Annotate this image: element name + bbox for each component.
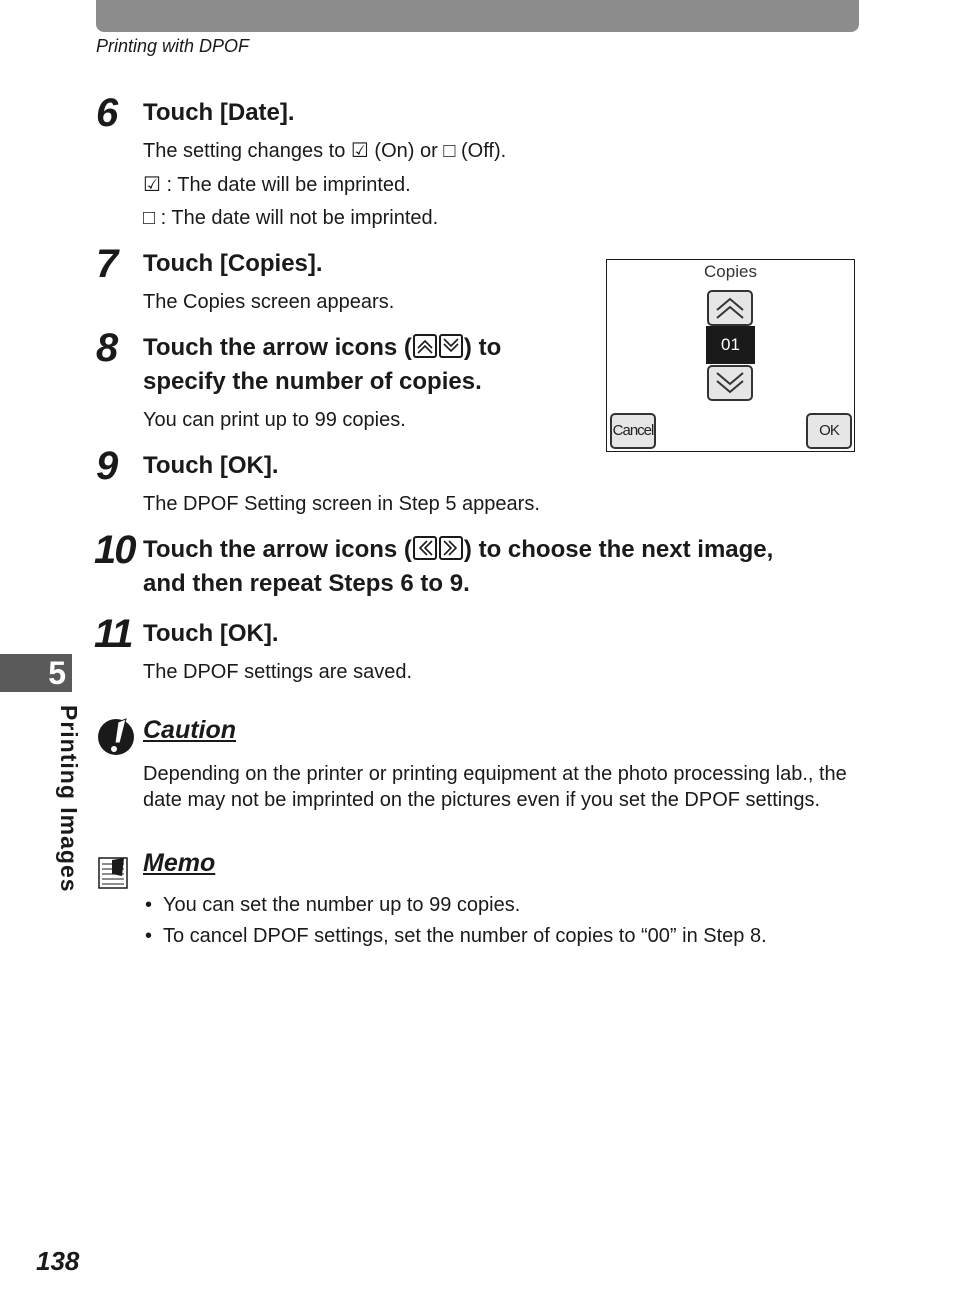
step-number: 11 bbox=[94, 612, 132, 656]
step-number: 9 bbox=[96, 444, 117, 488]
header-bar bbox=[96, 0, 859, 32]
text: Touch the arrow icons ( bbox=[143, 334, 412, 361]
step-title-cont: and then repeat Steps 6 to 9. bbox=[143, 570, 470, 597]
copies-screen bbox=[606, 259, 855, 452]
step-title-cont: specify the number of copies. bbox=[143, 368, 482, 395]
checkbox-on-icon: ☑ bbox=[143, 174, 161, 196]
copies-up-button[interactable] bbox=[707, 290, 753, 326]
text: ) to bbox=[463, 334, 502, 361]
page-number: 138 bbox=[36, 1246, 80, 1276]
step-body: The DPOF Setting screen in Step 5 appears. bbox=[143, 493, 540, 515]
text: Touch the arrow icons ( bbox=[143, 536, 412, 563]
step-body: The Copies screen appears. bbox=[143, 291, 395, 313]
step-body bbox=[143, 138, 506, 164]
chapter-tab: 5 bbox=[0, 654, 72, 692]
step-title bbox=[143, 331, 501, 365]
chevron-up-icon bbox=[715, 296, 745, 320]
step-title: Touch [Date]. bbox=[143, 99, 295, 126]
arrow-down-icon bbox=[439, 334, 463, 358]
copies-down-button[interactable] bbox=[707, 365, 753, 401]
caution-text: Depending on the printer or printing equipment at the photo processing lab., the date may not be imprinted on the pictures even if you set the DPOF settings. bbox=[143, 763, 847, 811]
checkbox-on-icon: ☑ bbox=[350, 140, 369, 162]
caution-icon bbox=[97, 716, 137, 756]
text: The setting changes to bbox=[143, 140, 346, 162]
screen-title: Copies bbox=[704, 262, 757, 281]
text: : The date will not be imprinted. bbox=[160, 207, 439, 229]
chevron-down-icon bbox=[715, 371, 745, 395]
text: (On) or bbox=[374, 140, 438, 162]
chapter-title: Printing Images bbox=[56, 705, 82, 893]
step-body: The DPOF settings are saved. bbox=[143, 661, 413, 683]
text: : The date will be imprinted. bbox=[166, 174, 411, 196]
text: ) to choose the next image, bbox=[463, 536, 774, 563]
arrow-up-icon bbox=[413, 334, 437, 358]
step-number: 7 bbox=[96, 242, 117, 286]
step-body: You can print up to 99 copies. bbox=[143, 409, 406, 431]
memo-icon bbox=[98, 856, 130, 890]
date-off-row bbox=[143, 205, 438, 231]
step-number: 8 bbox=[96, 326, 117, 370]
caution-title: Caution bbox=[143, 716, 237, 744]
step-title: Touch [OK]. bbox=[143, 620, 279, 647]
step-title: Touch [Copies]. bbox=[143, 250, 323, 277]
ok-button[interactable]: OK bbox=[806, 413, 852, 449]
arrow-right-icon bbox=[439, 536, 463, 560]
checkbox-off-icon: □ bbox=[443, 140, 456, 162]
memo-list bbox=[143, 890, 767, 952]
cancel-button[interactable]: Cancel bbox=[610, 413, 656, 449]
memo-title: Memo bbox=[143, 849, 216, 877]
running-head: Printing with DPOF bbox=[96, 36, 250, 56]
step-title: Touch [OK]. bbox=[143, 452, 279, 479]
step-number: 6 bbox=[96, 91, 117, 135]
step-number: 10 bbox=[94, 528, 135, 572]
list-item: • To cancel DPOF settings, set the number of copies to “00” in Step 8. bbox=[143, 921, 767, 952]
arrow-left-icon bbox=[413, 536, 437, 560]
copies-value: 01 bbox=[706, 326, 755, 364]
list-item: • You can set the number up to 99 copies. bbox=[143, 890, 767, 921]
checkbox-off-icon: □ bbox=[143, 207, 156, 229]
date-on-row bbox=[143, 172, 411, 198]
text: (Off). bbox=[460, 140, 507, 162]
step-title bbox=[143, 533, 773, 567]
